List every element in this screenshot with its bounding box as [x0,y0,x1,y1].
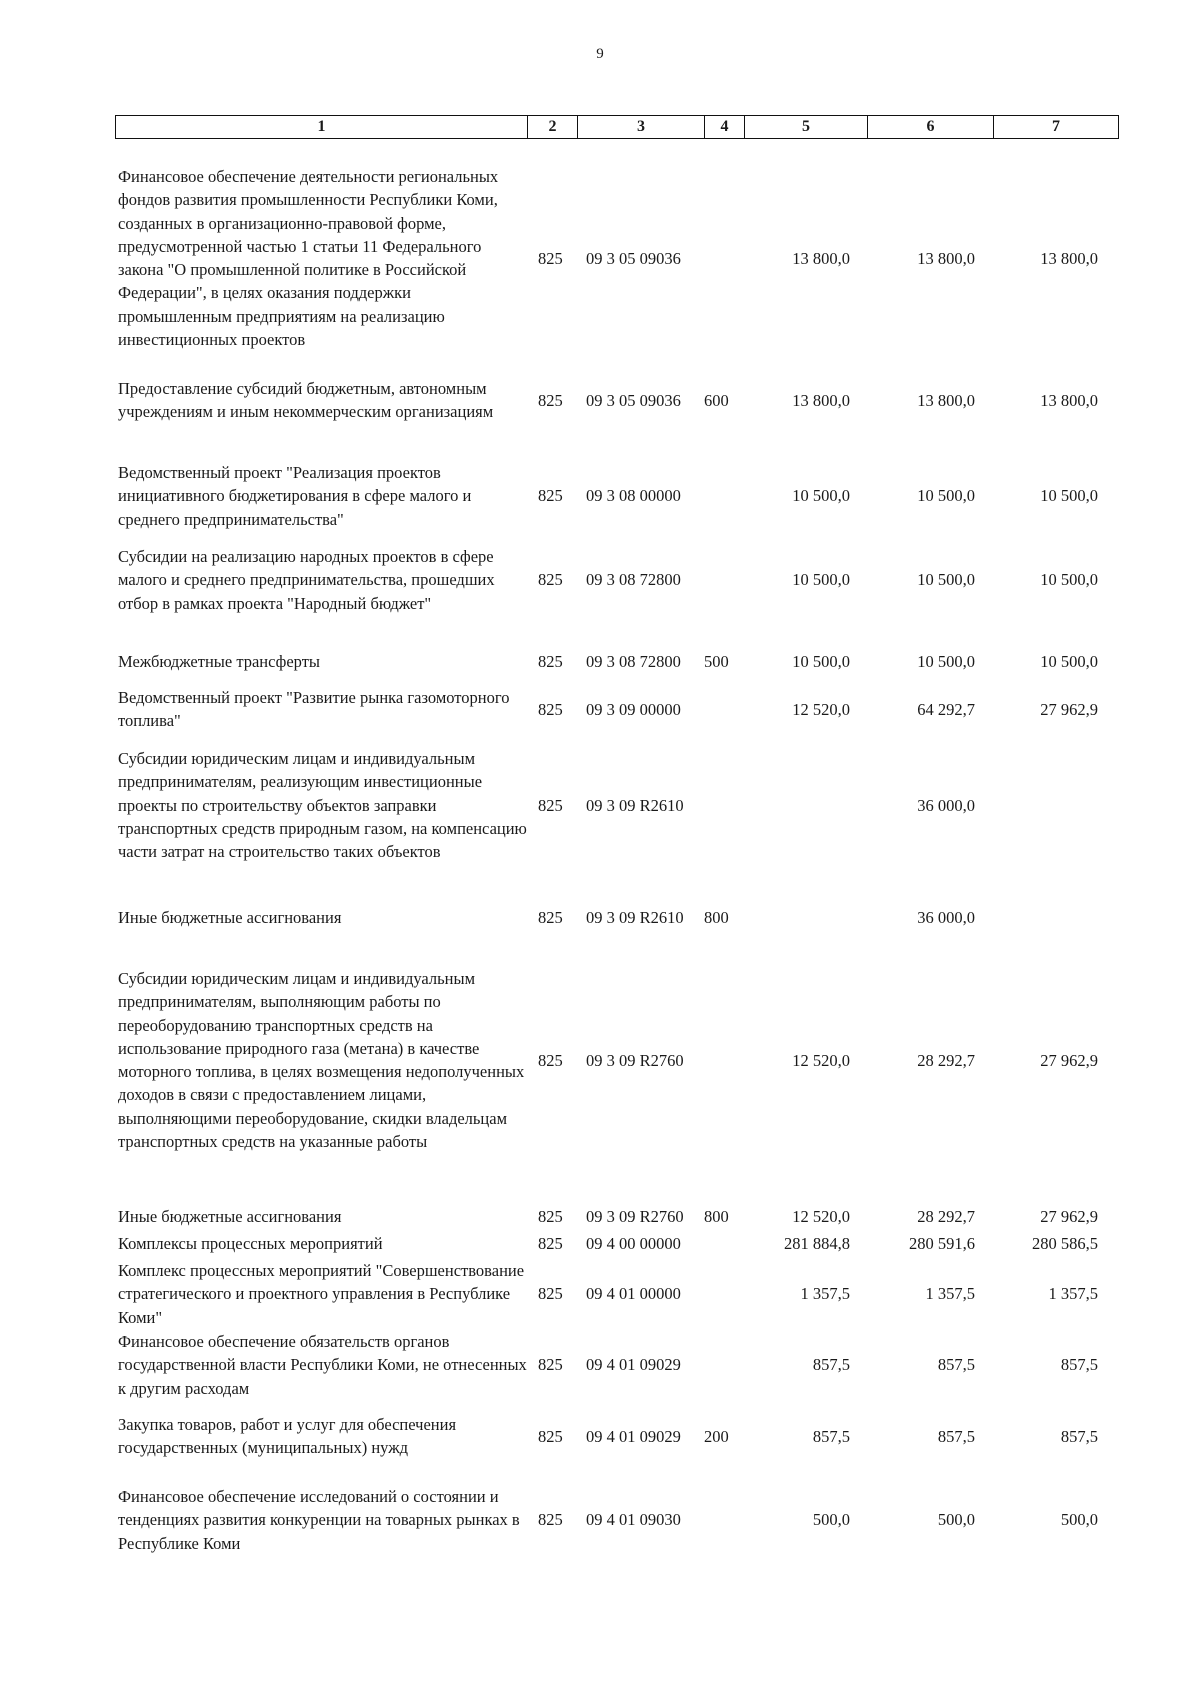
row-value-5: 857,5 [812,1355,850,1375]
row-value-7: 27 962,9 [1040,1050,1098,1070]
table-row [118,377,1118,424]
row-value-6: 28 292,7 [917,1050,975,1070]
row-name: Предоставление субсидий бюджетным, автономным учреждениям и иным некоммерческим организациям [118,379,494,422]
row-value-6: 500,0 [937,1510,975,1530]
row-value-6: 28 292,7 [917,1207,975,1226]
table-row [118,686,1118,733]
row-name: Субсидии юридическим лицам и индивидуальным предпринимателям, реализующим инвестиционные проекты по строительству объектов заправки транспортных средств природным газом, на компенсацию части затрат на строительство таких объектов [118,749,527,862]
row-vr: 800 [704,1207,729,1226]
table-row [118,906,1118,929]
row-csr: 09 3 09 R2610 [586,795,684,815]
row-value-6: 10 500,0 [917,652,975,671]
row-value-7: 10 500,0 [1040,486,1098,506]
row-name: Финансовое обеспечение исследований о состоянии и тенденциях развития конкуренции на товарных рынках в Республике Коми [118,1487,520,1553]
row-gr: 825 [538,1355,563,1375]
row-gr: 825 [538,652,563,671]
row-gr: 825 [538,390,563,410]
column-header-3: 3 [578,116,705,139]
row-value-7: 13 800,0 [1040,248,1098,268]
row-csr: 09 3 05 09036 [586,248,681,268]
row-csr: 09 4 01 09029 [586,1355,681,1375]
row-value-6: 1 357,5 [925,1284,975,1304]
column-header-1: 1 [116,116,528,139]
row-value-6: 36 000,0 [917,795,975,815]
row-name: Субсидии юридическим лицам и индивидуальным предпринимателям, выполняющим работы по переоборудованию транспортных средств на использование природного газа (метана) в качестве моторного топлива, в целях возмещения недополученных доходов в связи с предоставлением лицами, выполняющими переоборудование, скидки владельцам транспортных средств на указанные работы [118,969,525,1152]
row-gr: 825 [538,1207,563,1226]
row-value-7: 10 500,0 [1040,570,1098,590]
row-value-6: 36 000,0 [917,908,975,927]
row-value-5: 10 500,0 [792,652,850,671]
row-name: Финансовое обеспечение деятельности региональных фондов развития промышленности Республики Коми, созданных в организационно-правовой форме, предусмотренной частью 1 статьи 11 Федерального закона "О промышленной политике в Российской Федерации", в целях оказания поддержки промышленным предприятиям на реализацию инвестиционных проектов [118,167,499,350]
row-name: Межбюджетные трансферты [118,652,321,671]
row-value-5: 13 800,0 [792,390,850,410]
row-gr: 825 [538,699,563,719]
row-value-5: 10 500,0 [792,570,850,590]
row-value-7: 10 500,0 [1040,652,1098,671]
row-gr: 825 [538,908,563,927]
table-row [118,545,1118,615]
row-gr: 825 [538,248,563,268]
table-row [118,1330,1118,1400]
row-value-6: 13 800,0 [917,390,975,410]
row-value-6: 10 500,0 [917,570,975,590]
row-csr: 09 3 08 00000 [586,486,681,506]
row-gr: 825 [538,795,563,815]
table-row [118,1485,1118,1555]
row-value-7: 280 586,5 [1032,1234,1098,1253]
column-header-7: 7 [994,116,1119,139]
row-gr: 825 [538,1426,563,1446]
row-value-5: 1 357,5 [800,1284,850,1304]
row-value-7: 27 962,9 [1040,1207,1098,1226]
row-csr: 09 3 08 72800 [586,570,681,590]
row-value-5: 10 500,0 [792,486,850,506]
row-gr: 825 [538,1510,563,1530]
row-value-6: 10 500,0 [917,486,975,506]
row-value-5: 12 520,0 [792,1050,850,1070]
table-row [118,461,1118,531]
row-gr: 825 [538,1234,563,1253]
row-csr: 09 3 09 R2760 [586,1207,684,1226]
row-name: Закупка товаров, работ и услуг для обеспечения государственных (муниципальных) нужд [118,1415,457,1458]
row-csr: 09 4 01 09029 [586,1426,681,1446]
column-header-table [115,115,1119,139]
row-value-5: 281 884,8 [784,1234,850,1253]
row-vr: 500 [704,652,729,671]
row-vr: 200 [704,1426,729,1446]
table-row [118,165,1118,351]
row-value-6: 13 800,0 [917,248,975,268]
table-row [118,747,1118,863]
row-value-5: 12 520,0 [792,699,850,719]
row-name: Иные бюджетные ассигнования [118,908,342,927]
row-name: Комплекс процессных мероприятий "Совершенствование стратегического и проектного управления в Республике Коми" [118,1261,525,1327]
row-csr: 09 3 09 R2610 [586,908,684,927]
row-value-5: 12 520,0 [792,1207,850,1226]
column-header-4: 4 [705,116,745,139]
table-row [118,1259,1118,1329]
row-value-7: 857,5 [1060,1426,1098,1446]
row-csr: 09 4 01 09030 [586,1510,681,1530]
table-row [118,967,1118,1153]
table-row [118,1232,1118,1255]
row-name: Комплексы процессных мероприятий [118,1234,383,1253]
row-value-5: 13 800,0 [792,248,850,268]
row-value-6: 280 591,6 [909,1234,975,1253]
row-value-6: 64 292,7 [917,699,975,719]
row-value-7: 1 357,5 [1048,1284,1098,1304]
row-name: Ведомственный проект "Развитие рынка газомоторного топлива" [118,688,510,731]
row-value-6: 857,5 [937,1426,975,1446]
table-row [118,650,1118,673]
row-value-7: 13 800,0 [1040,390,1098,410]
row-gr: 825 [538,1050,563,1070]
row-gr: 825 [538,1284,563,1304]
row-csr: 09 4 01 00000 [586,1284,681,1304]
row-name: Финансовое обеспечение обязательств органов государственной власти Республики Коми, не отнесенных к другим расходам [118,1332,527,1398]
row-value-7: 27 962,9 [1040,699,1098,719]
column-header-row [116,116,1119,139]
row-vr: 800 [704,908,729,927]
row-value-7: 857,5 [1060,1355,1098,1375]
row-csr: 09 3 08 72800 [586,652,681,671]
row-csr: 09 3 05 09036 [586,390,681,410]
table-row [118,1413,1118,1460]
page-number: 9 [596,46,604,62]
row-name: Ведомственный проект "Реализация проектов инициативного бюджетирования в сфере малого и среднего предпринимательства" [118,463,472,529]
row-value-5: 857,5 [812,1426,850,1446]
row-value-6: 857,5 [937,1355,975,1375]
column-header-5: 5 [745,116,868,139]
row-value-5: 500,0 [812,1510,850,1530]
column-header-6: 6 [868,116,994,139]
row-gr: 825 [538,570,563,590]
row-csr: 09 3 09 R2760 [586,1050,684,1070]
row-value-7: 500,0 [1060,1510,1098,1530]
column-header-2: 2 [528,116,578,139]
row-name: Иные бюджетные ассигнования [118,1207,342,1226]
row-name: Субсидии на реализацию народных проектов в сфере малого и среднего предпринимательства, прошедших отбор в рамках проекта "Народный бюджет" [118,547,495,613]
table-row [118,1205,1118,1228]
row-gr: 825 [538,486,563,506]
row-vr: 600 [704,390,729,410]
row-csr: 09 4 00 00000 [586,1234,681,1253]
row-csr: 09 3 09 00000 [586,699,681,719]
